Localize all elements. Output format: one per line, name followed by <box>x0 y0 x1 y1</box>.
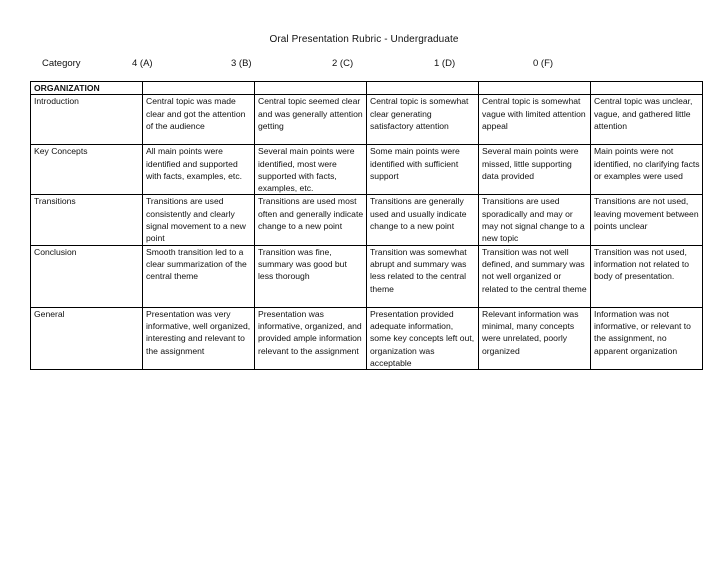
cell-grade-d: Relevant information was minimal, many concepts were unrelated, poorly organized <box>479 307 591 369</box>
cell-grade-f: Transition was not used, information not related to body of presentation. <box>591 245 703 307</box>
cell-grade-f: Main points were not identified, no clarifying facts or examples were used <box>591 145 703 195</box>
header-category: Category <box>42 58 81 69</box>
cell-grade-a: Transitions are used consistently and clearly signal movement to a new point <box>143 195 255 245</box>
cell-grade-c: Central topic is somewhat clear generating satisfactory attention <box>367 95 479 145</box>
cell-grade-f: Transitions are not used, leaving movement between points unclear <box>591 195 703 245</box>
row-category: Conclusion <box>31 245 143 307</box>
cell-grade-b: Transition was fine, summary was good but less thorough <box>255 245 367 307</box>
table-row <box>31 145 703 195</box>
section-label: ORGANIZATION <box>31 82 143 95</box>
header-grade-f: 0 (F) <box>533 58 554 69</box>
section-empty-cell <box>591 82 703 95</box>
table-row <box>31 307 703 369</box>
cell-grade-a: All main points were identified and supported with facts, examples, etc. <box>143 145 255 195</box>
section-empty-cell <box>367 82 479 95</box>
table-row <box>31 245 703 307</box>
cell-grade-a: Presentation was very informative, well organized, interesting and relevant to the assignment <box>143 307 255 369</box>
cell-grade-a: Central topic was made clear and got the attention of the audience <box>143 95 255 145</box>
cell-grade-c: Transitions are generally used and usually indicate change to a new point <box>367 195 479 245</box>
cell-grade-b: Several main points were identified, most were supported with facts, examples, etc. <box>255 145 367 195</box>
header-grade-d: 1 (D) <box>434 58 456 69</box>
cell-grade-a: Smooth transition led to a clear summarization of the central theme <box>143 245 255 307</box>
cell-grade-b: Transitions are used most often and generally indicate change to a new point <box>255 195 367 245</box>
table-row <box>31 95 703 145</box>
grade-header-row <box>0 58 728 72</box>
section-empty-cell <box>255 82 367 95</box>
cell-grade-c: Presentation provided adequate information, some key concepts left out, organization was acceptable <box>367 307 479 369</box>
table-row <box>31 195 703 245</box>
cell-grade-b: Presentation was informative, organized, and provided ample information relevant to the assignment <box>255 307 367 369</box>
rubric-table <box>30 81 703 370</box>
header-grade-a: 4 (A) <box>132 58 153 69</box>
page-title: Oral Presentation Rubric - Undergraduate <box>269 34 459 45</box>
cell-grade-c: Transition was somewhat abrupt and summary was less related to the central theme <box>367 245 479 307</box>
cell-grade-d: Several main points were missed, little supporting data provided <box>479 145 591 195</box>
section-empty-cell <box>479 82 591 95</box>
cell-grade-f: Information was not informative, or relevant to the assignment, no apparent organization <box>591 307 703 369</box>
cell-grade-f: Central topic was unclear, vague, and gathered little attention <box>591 95 703 145</box>
section-row-organization <box>31 82 703 95</box>
header-grade-c: 2 (C) <box>332 58 354 69</box>
row-category: Transitions <box>31 195 143 245</box>
row-category: Key Concepts <box>31 145 143 195</box>
section-empty-cell <box>143 82 255 95</box>
cell-grade-d: Transition was not well defined, and summary was not well organized or related to the central theme <box>479 245 591 307</box>
cell-grade-b: Central topic seemed clear and was generally attention getting <box>255 95 367 145</box>
header-grade-b: 3 (B) <box>231 58 252 69</box>
row-category: Introduction <box>31 95 143 145</box>
cell-grade-d: Central topic is somewhat vague with limited attention appeal <box>479 95 591 145</box>
cell-grade-d: Transitions are used sporadically and may or may not signal change to a new topic <box>479 195 591 245</box>
row-category: General <box>31 307 143 369</box>
cell-grade-c: Some main points were identified with sufficient support <box>367 145 479 195</box>
